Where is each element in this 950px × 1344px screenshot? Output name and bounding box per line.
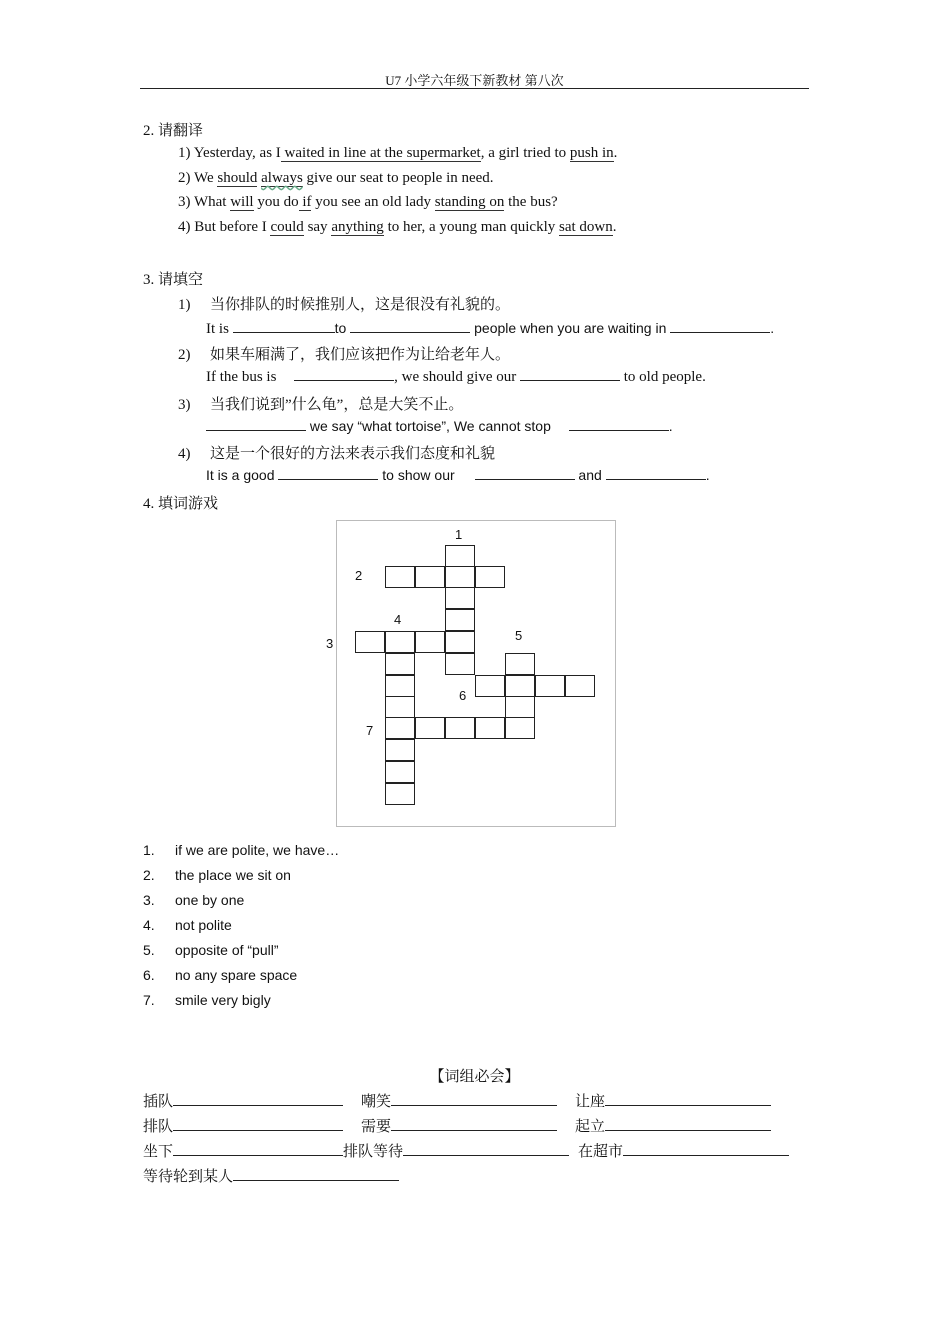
answer-blank[interactable] bbox=[206, 418, 306, 431]
crossword-number-2: 2 bbox=[355, 568, 363, 583]
section-2-heading: 2. 请翻译 bbox=[143, 123, 204, 139]
clue-text: no any spare space bbox=[175, 967, 298, 983]
clue-number: 5. bbox=[143, 942, 155, 958]
underlined-phrase: anything bbox=[331, 219, 384, 235]
answer-blank[interactable] bbox=[278, 467, 378, 480]
answer-blank[interactable] bbox=[623, 1143, 789, 1156]
fill-item-4-en bbox=[206, 467, 710, 483]
text: to her, a young man quickly bbox=[383, 219, 560, 235]
fill-item-1-cn bbox=[178, 293, 510, 314]
phrase-label: 排队 bbox=[143, 1119, 174, 1135]
answer-blank[interactable] bbox=[173, 1118, 343, 1131]
crossword-cell[interactable] bbox=[385, 717, 415, 739]
crossword-cell[interactable] bbox=[415, 631, 445, 653]
text: . bbox=[705, 467, 710, 483]
item-number: 2) bbox=[178, 170, 191, 186]
clue-7 bbox=[143, 992, 271, 1008]
answer-blank[interactable] bbox=[173, 1143, 343, 1156]
clue-text: one by one bbox=[175, 892, 245, 908]
text: If the bus is bbox=[206, 369, 281, 385]
text: , a girl tried to bbox=[480, 145, 570, 161]
phrase-label: 起立 bbox=[575, 1119, 606, 1135]
text: . bbox=[770, 320, 775, 336]
item-number: 3) bbox=[178, 397, 191, 413]
answer-blank[interactable] bbox=[520, 368, 620, 381]
phrase-row-1 bbox=[143, 1090, 771, 1111]
crossword-cell[interactable] bbox=[385, 739, 415, 761]
crossword-cell[interactable] bbox=[445, 545, 475, 567]
translate-item-4 bbox=[178, 219, 617, 236]
clue-5 bbox=[143, 942, 279, 958]
crossword-number-1: 1 bbox=[455, 527, 463, 542]
crossword-cell[interactable] bbox=[385, 696, 415, 718]
text: Yesterday, as I bbox=[193, 145, 281, 161]
clue-number: 3. bbox=[143, 892, 155, 908]
text: you do bbox=[253, 194, 299, 210]
phrase-label: 坐下 bbox=[143, 1144, 174, 1160]
clue-4 bbox=[143, 917, 232, 933]
text: . bbox=[668, 418, 673, 434]
text: We bbox=[193, 170, 218, 186]
answer-blank[interactable] bbox=[391, 1118, 557, 1131]
crossword-number-7: 7 bbox=[366, 723, 374, 738]
answer-blank[interactable] bbox=[391, 1093, 557, 1106]
chinese-sentence: 如果车厢满了，我们应该把作为让给老年人。 bbox=[210, 347, 511, 363]
phrase-row-2 bbox=[143, 1115, 771, 1136]
crossword-cell[interactable] bbox=[445, 587, 475, 609]
crossword-cell[interactable] bbox=[565, 675, 595, 697]
fill-item-3-en bbox=[206, 418, 673, 434]
text: , we should give our bbox=[394, 369, 520, 385]
translate-item-1 bbox=[178, 145, 617, 162]
crossword-cell[interactable] bbox=[355, 631, 385, 653]
underlined-phrase: push in bbox=[569, 145, 614, 161]
text: to bbox=[334, 320, 351, 336]
translate-item-3 bbox=[178, 194, 558, 211]
crossword-number-5: 5 bbox=[515, 628, 523, 643]
crossword-cell[interactable] bbox=[505, 696, 535, 718]
clue-number: 2. bbox=[143, 867, 155, 883]
crossword-number-6: 6 bbox=[459, 688, 467, 703]
underlined-phrase: sat down bbox=[559, 219, 613, 235]
crossword-cell[interactable] bbox=[505, 653, 535, 675]
text: to old people. bbox=[620, 369, 706, 385]
crossword-number-4: 4 bbox=[394, 612, 402, 627]
item-number: 1) bbox=[178, 297, 191, 313]
crossword-cell[interactable] bbox=[475, 717, 505, 739]
item-number: 2) bbox=[178, 347, 191, 363]
underlined-phrase: waited in line bbox=[280, 145, 370, 161]
answer-blank[interactable] bbox=[475, 467, 575, 480]
answer-blank[interactable] bbox=[294, 368, 394, 381]
item-number: 4) bbox=[178, 219, 191, 235]
clue-6 bbox=[143, 967, 297, 983]
crossword-cell[interactable] bbox=[475, 675, 505, 697]
crossword-cell[interactable] bbox=[445, 631, 475, 653]
clue-text: smile very bigly bbox=[175, 992, 271, 1008]
header-divider bbox=[140, 88, 809, 89]
clue-text: not polite bbox=[175, 917, 232, 933]
underlined-phrase: could bbox=[270, 219, 304, 235]
clue-number: 6. bbox=[143, 967, 155, 983]
clue-2 bbox=[143, 867, 291, 883]
clue-1 bbox=[143, 842, 339, 858]
item-number: 3) bbox=[178, 194, 191, 210]
phrases-title: 【词组必会】 bbox=[429, 1069, 520, 1085]
clue-text: if we are polite, we have… bbox=[175, 842, 340, 858]
crossword-cell[interactable] bbox=[445, 717, 475, 739]
underlined-phrase: if bbox=[298, 194, 312, 210]
crossword-cell[interactable] bbox=[475, 566, 505, 588]
answer-blank[interactable] bbox=[606, 467, 706, 480]
answer-blank[interactable] bbox=[233, 1168, 399, 1181]
crossword-cell[interactable] bbox=[505, 717, 535, 739]
underlined-phrase: will bbox=[230, 194, 254, 210]
text: people when you are waiting in bbox=[470, 320, 671, 336]
section-4-heading: 4. 填词游戏 bbox=[143, 496, 219, 512]
crossword-cell[interactable] bbox=[445, 566, 475, 588]
clue-text: the place we sit on bbox=[175, 867, 291, 883]
crossword-cell[interactable] bbox=[445, 609, 475, 631]
crossword-cell[interactable] bbox=[385, 566, 415, 588]
crossword-cell[interactable] bbox=[385, 653, 415, 675]
chinese-sentence: 当你排队的时候推别人，这是很没有礼貌的。 bbox=[210, 297, 511, 313]
answer-blank[interactable] bbox=[605, 1093, 771, 1106]
fill-item-4-cn bbox=[178, 442, 495, 463]
phrase-label: 让座 bbox=[575, 1094, 606, 1110]
crossword-cell[interactable] bbox=[415, 717, 445, 739]
clue-text: opposite of “pull” bbox=[175, 942, 279, 958]
text: say bbox=[303, 219, 332, 235]
text: It is bbox=[206, 321, 233, 337]
answer-blank[interactable] bbox=[670, 320, 770, 333]
clue-number: 1. bbox=[143, 842, 155, 858]
underlined-phrase: always bbox=[261, 170, 303, 186]
text: the bus? bbox=[504, 194, 558, 210]
answer-blank[interactable] bbox=[173, 1093, 343, 1106]
page-header: U7 小学六年级下新教材 第八次 bbox=[385, 73, 564, 88]
fill-item-2-en bbox=[206, 368, 706, 386]
answer-blank[interactable] bbox=[350, 320, 470, 333]
text: But before I bbox=[194, 219, 271, 235]
phrase-label: 嘲笑 bbox=[361, 1094, 392, 1110]
text: we say “what tortoise”, We cannot stop bbox=[306, 418, 555, 434]
phrase-label: 排队等待 bbox=[343, 1144, 404, 1160]
text: It is a good bbox=[206, 467, 279, 483]
phrase-label: 插队 bbox=[143, 1094, 174, 1110]
crossword-cell[interactable] bbox=[535, 675, 565, 697]
crossword-cell[interactable] bbox=[385, 783, 415, 805]
crossword-cell[interactable] bbox=[445, 653, 475, 675]
crossword-cell[interactable] bbox=[385, 675, 415, 697]
item-number: 4) bbox=[178, 446, 191, 462]
answer-blank[interactable] bbox=[403, 1143, 569, 1156]
phrase-row-3 bbox=[143, 1140, 789, 1161]
crossword-cell[interactable] bbox=[385, 761, 415, 783]
fill-item-3-cn bbox=[178, 393, 463, 414]
crossword-cell[interactable] bbox=[415, 566, 445, 588]
crossword-cell[interactable] bbox=[385, 631, 415, 653]
phrase-label: 等待轮到某人 bbox=[143, 1169, 234, 1185]
fill-item-1-en bbox=[206, 318, 774, 338]
phrase-label: 在超市 bbox=[578, 1144, 624, 1160]
text: and bbox=[574, 467, 606, 483]
section-3-heading: 3. 请填空 bbox=[143, 272, 204, 288]
chinese-sentence: 这是一个很好的方法来表示我们态度和礼貌 bbox=[210, 446, 496, 462]
text: What bbox=[193, 194, 231, 210]
text: . bbox=[613, 145, 618, 161]
clue-number: 7. bbox=[143, 992, 155, 1008]
chinese-sentence: 当我们说到”什么龟”，总是大笑不止。 bbox=[210, 397, 464, 413]
answer-blank[interactable] bbox=[233, 320, 335, 333]
crossword-number-3: 3 bbox=[326, 636, 334, 651]
underlined-phrase: at the supermarket bbox=[369, 145, 481, 161]
crossword-cell[interactable] bbox=[505, 675, 535, 697]
clue-3 bbox=[143, 892, 244, 908]
answer-blank[interactable] bbox=[605, 1118, 771, 1131]
fill-item-2-cn bbox=[178, 343, 510, 364]
underlined-phrase: standing on bbox=[434, 194, 505, 210]
underlined-phrase: should bbox=[217, 170, 258, 186]
phrase-label: 需要 bbox=[361, 1119, 392, 1135]
text: to show our bbox=[378, 467, 459, 483]
phrase-row-4 bbox=[143, 1165, 399, 1186]
text: you see an old lady bbox=[311, 194, 435, 210]
item-number: 1) bbox=[178, 145, 191, 161]
text: . bbox=[612, 219, 617, 235]
translate-item-2 bbox=[178, 170, 494, 187]
clue-number: 4. bbox=[143, 917, 155, 933]
text: give our seat to people in need. bbox=[302, 170, 494, 186]
answer-blank[interactable] bbox=[569, 418, 669, 431]
